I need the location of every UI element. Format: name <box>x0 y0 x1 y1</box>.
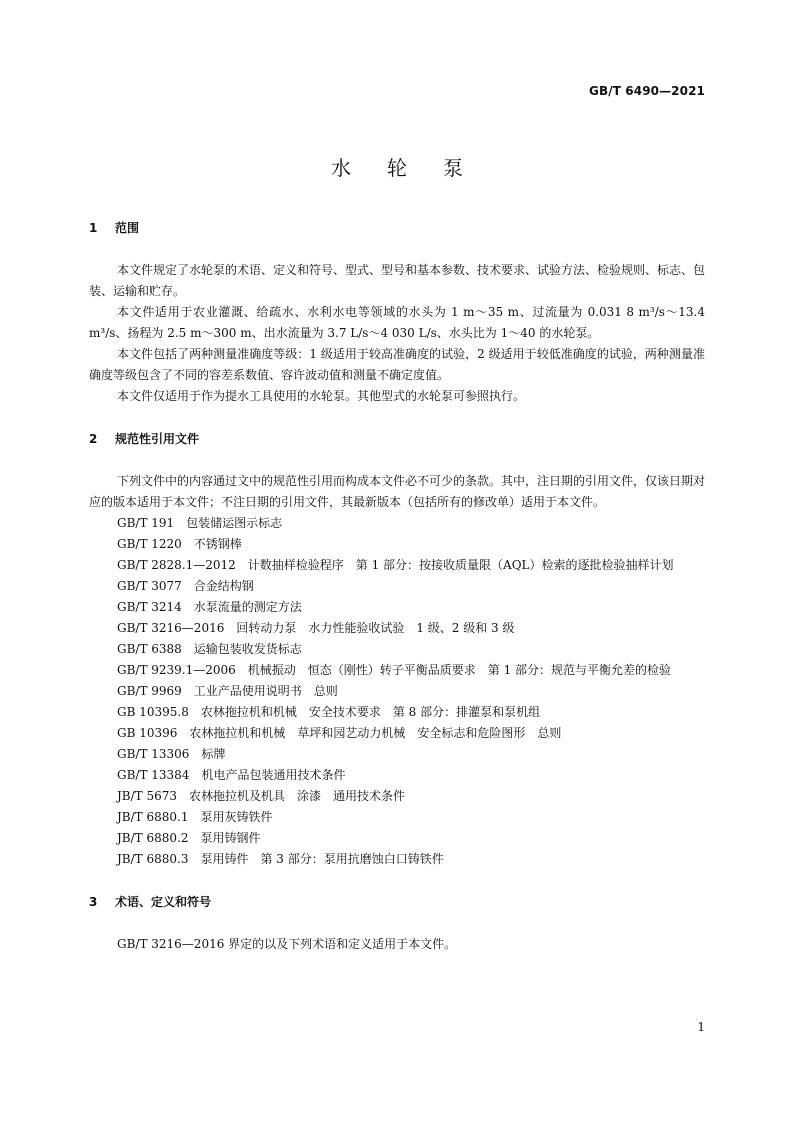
section-heading <box>89 429 705 449</box>
document-body <box>89 218 705 977</box>
paragraph: 本文件适用于农业灌溉、给疏水、水利水电等领域的水头为 1 m～35 m、过流量为 0.031 8 m³/s～13.4 m³/s、扬程为 2.5 m～300 m、出水流量为 3.7 L/s～4 030 L/s、水头比为 1～40 的水轮泵。 <box>89 305 705 340</box>
reference-list <box>89 513 705 870</box>
section-heading <box>89 218 705 238</box>
reference-item: GB/T 13384 机电产品包装通用技术条件 <box>117 768 346 782</box>
section-number: 2 <box>89 432 98 446</box>
reference-item: GB/T 1220 不锈钢棒 <box>117 537 242 551</box>
paragraph: 本文件规定了水轮泵的术语、定义和符号、型式、型号和基本参数、技术要求、试验方法、检验规则、标志、包装、运输和贮存。 <box>89 263 706 298</box>
reference-item: GB 10396 农林拖拉机和机械 草坪和园艺动力机械 安全标志和危险图形 总则 <box>117 726 562 740</box>
reference-item: GB/T 6388 运输包装收发货标志 <box>117 642 302 656</box>
reference-item: GB/T 9969 工业产品使用说明书 总则 <box>117 684 338 698</box>
document-title: 水轮泵 <box>331 156 499 180</box>
reference-item: JB/T 6880.3 泵用铸件 第 3 部分：泵用抗磨蚀白口铸铁件 <box>117 852 444 866</box>
section-number: 1 <box>89 221 98 235</box>
reference-item: JB/T 6880.1 泵用灰铸铁件 <box>117 810 273 824</box>
reference-item: GB 10395.8 农林拖拉机和机械 安全技术要求 第 8 部分：排灌泵和泵机组 <box>117 705 541 719</box>
standard-code: GB/T 6490—2021 <box>589 84 705 98</box>
page-number: 1 <box>697 1020 705 1034</box>
paragraph: GB/T 3216—2016 界定的以及下列术语和定义适用于本文件。 <box>117 937 457 951</box>
section-title: 术语、定义和符号 <box>115 895 212 909</box>
reference-item: GB/T 3214 水泵流量的测定方法 <box>117 600 302 614</box>
section-number: 3 <box>89 895 98 909</box>
section-scope <box>89 218 705 407</box>
section-normative-references <box>89 429 705 870</box>
reference-item: GB/T 191 包装储运图示标志 <box>117 516 283 530</box>
paragraph: 本文件包括了两种测量准确度等级：1 级适用于较高准确度的试验，2 级适用于较低准确度的试验，两种测量准确度等级包含了不同的容差系数值、容许波动值和测量不确定度值。 <box>89 347 705 382</box>
reference-item: GB/T 9239.1—2006 机械振动 恒态（刚性）转子平衡品质要求 第 1 部分：规范与平衡允差的检验 <box>117 663 672 677</box>
reference-item: JB/T 5673 农林拖拉机及机具 涂漆 通用技术条件 <box>117 789 406 803</box>
section-title: 范围 <box>115 221 140 235</box>
section-heading <box>89 892 705 912</box>
reference-item: GB/T 2828.1—2012 计数抽样检验程序 第 1 部分：按接收质量限（AQL）检索的逐批检验抽样计划 <box>117 558 674 572</box>
paragraph: 下列文件中的内容通过文中的规范性引用而构成本文件必不可少的条款。其中，注日期的引用文件，仅该日期对应的版本适用于本文件；不注日期的引用文件，其最新版本（包括所有的修改单）适用于本文件。 <box>89 474 706 509</box>
reference-item: JB/T 6880.2 泵用铸钢件 <box>117 831 261 845</box>
paragraph: 本文件仅适用于作为提水工具使用的水轮泵。其他型式的水轮泵可参照执行。 <box>117 389 526 403</box>
reference-item: GB/T 3077 合金结构钢 <box>117 579 254 593</box>
reference-item: GB/T 13306 标牌 <box>117 747 226 761</box>
section-terms-definitions <box>89 892 705 955</box>
section-title: 规范性引用文件 <box>115 432 200 446</box>
reference-item: GB/T 3216—2016 回转动力泵 水力性能验收试验 1 级、2 级和 3 级 <box>117 621 515 635</box>
